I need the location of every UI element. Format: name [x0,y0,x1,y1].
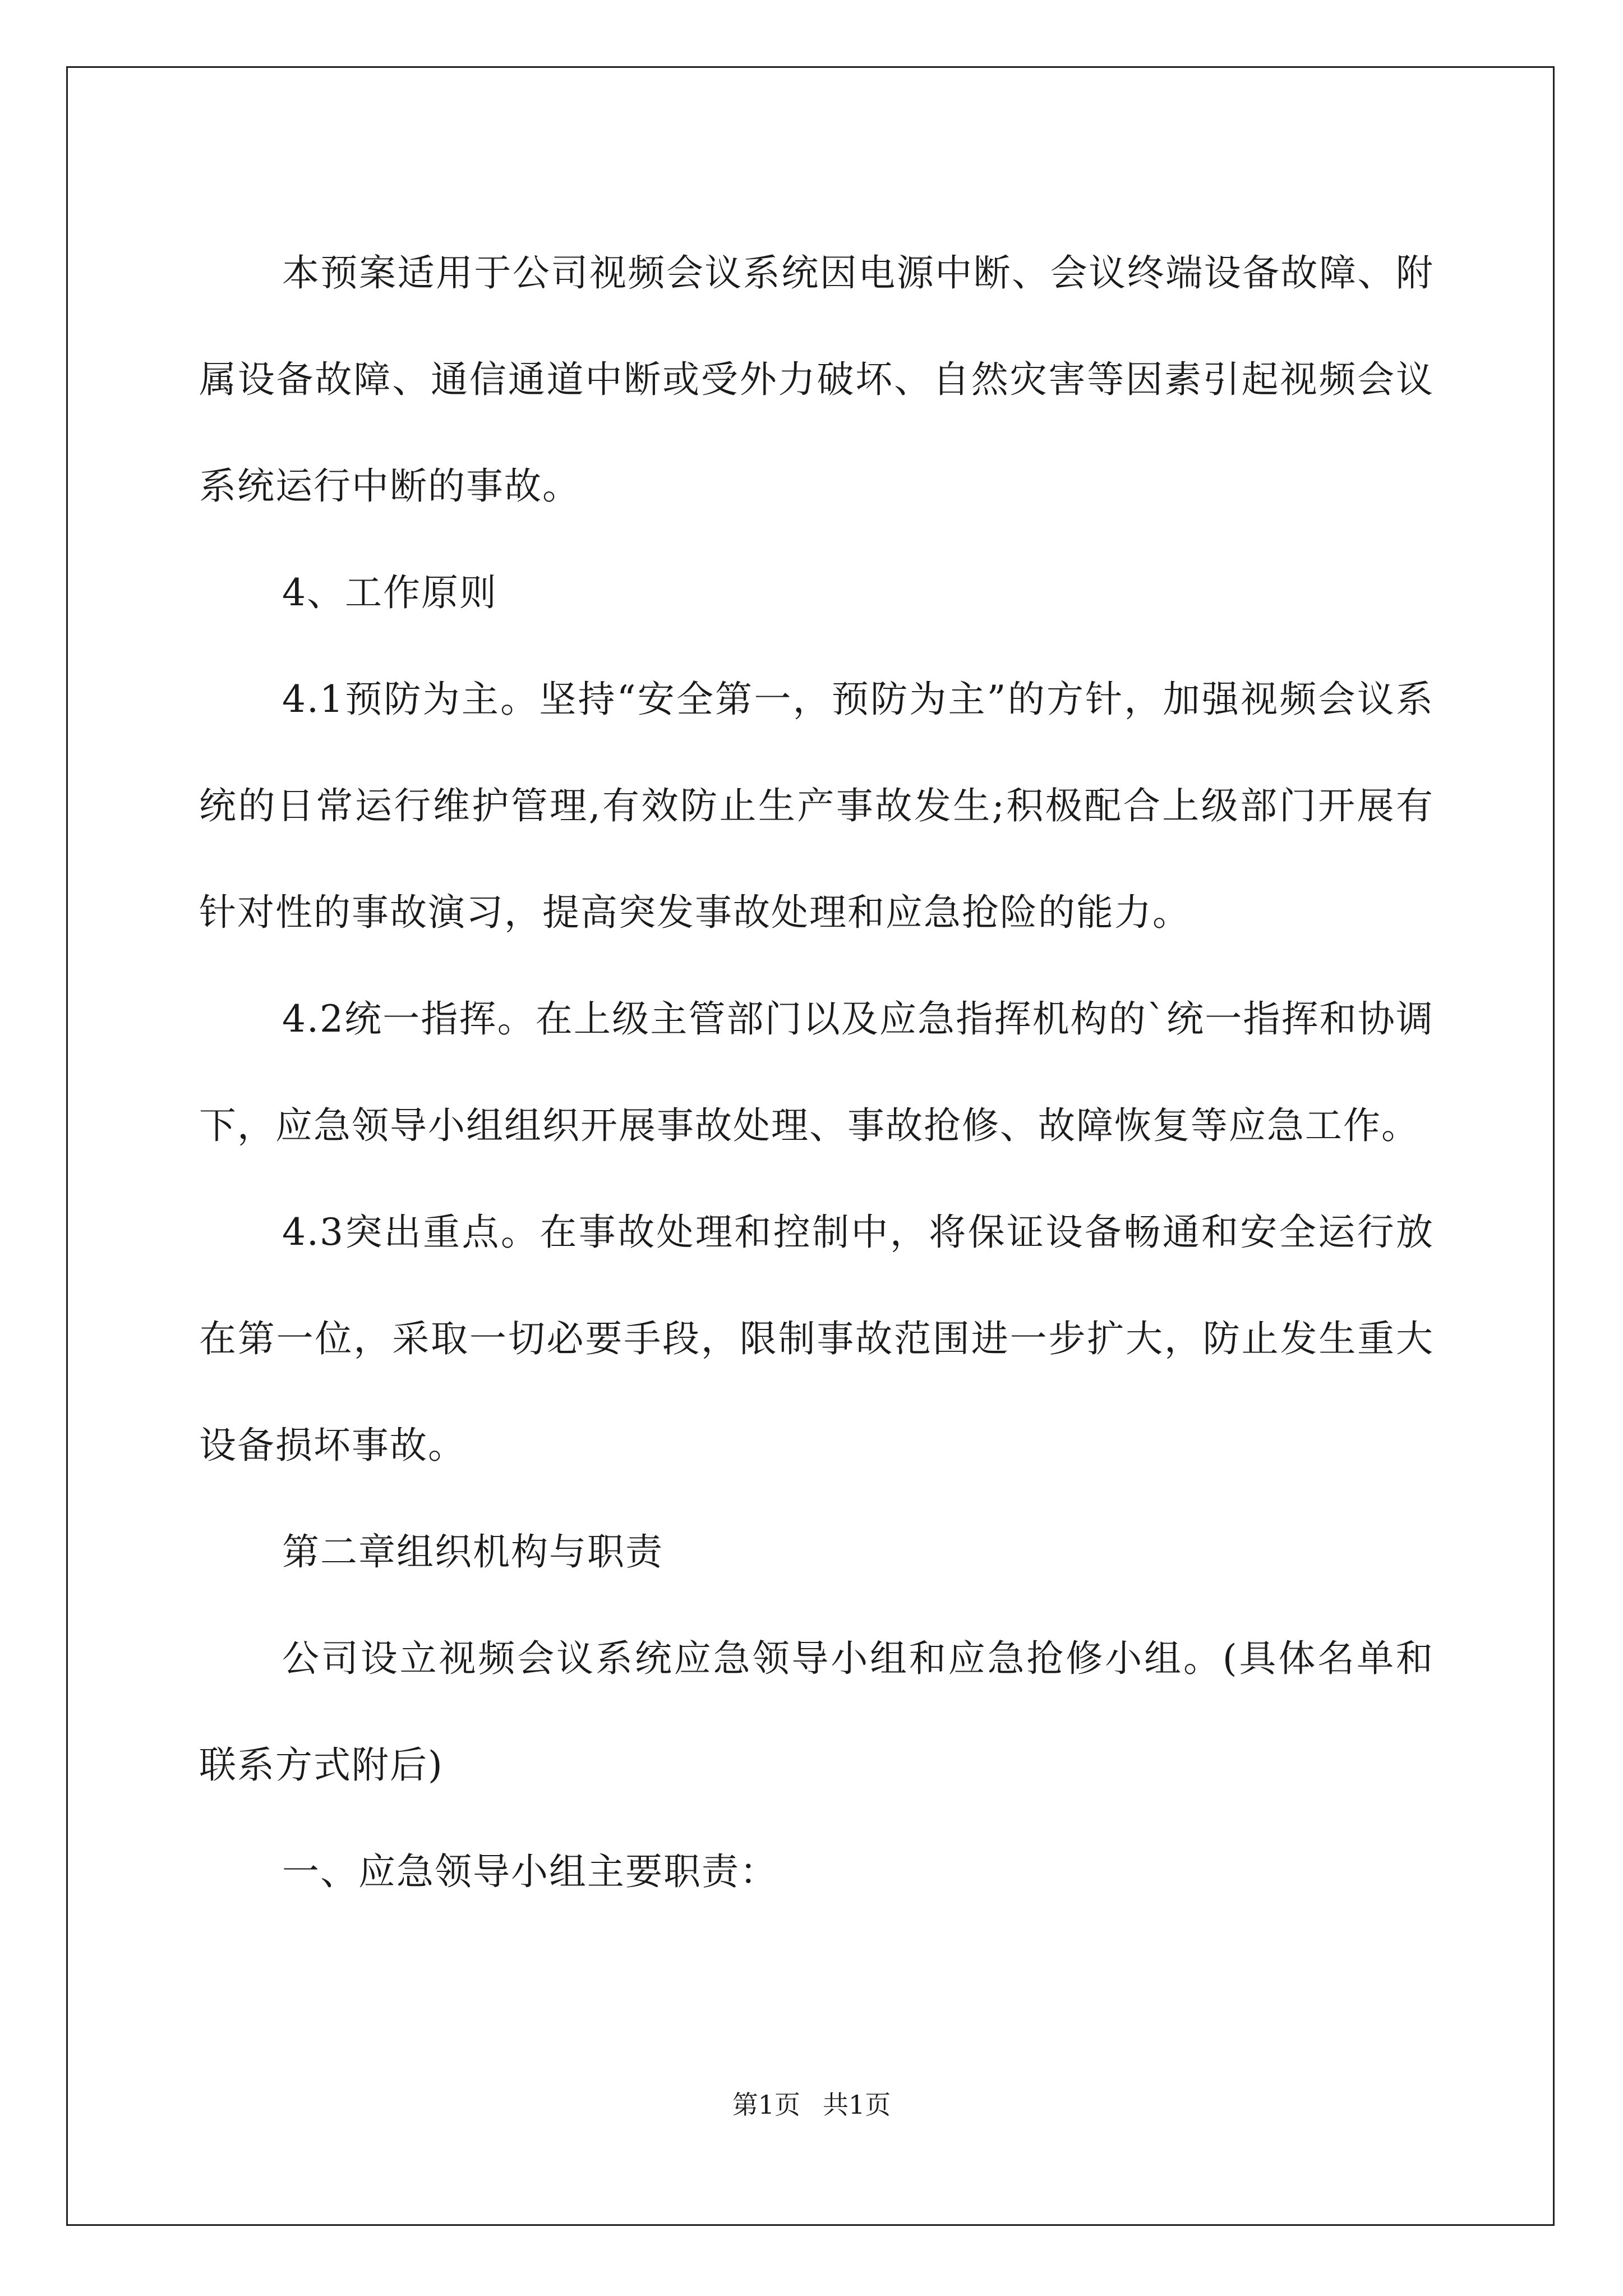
page-number: 第1页 [732,2090,800,2120]
page-total: 共1页 [823,2090,891,2120]
heading-chapter-two: 第二章组织机构与职责 [282,1530,663,1573]
paragraph-unified-command: 4.2统一指挥。在上级主管部门以及应急指挥机构的`统一指挥和协调下，应急领导小组组织开展事故处理、事故抢修、故障恢复等应急工作。 [199,997,1434,1147]
document-body [199,220,1434,1925]
paragraph-prevention: 4.1预防为主。坚持“安全第一，预防为主”的方针，加强视频会议系统的日常运行维护管理,有效防止生产事故发生;积极配合上级部门开展有针对性的事故演习，提高突发事故处理和应急抢险的能力。 [199,678,1434,934]
paragraph-key-points: 4.3突出重点。在事故处理和控制中，将保证设备畅通和安全运行放在第一位，采取一切必要手段，限制事故范围进一步扩大，防止发生重大设备损坏事故。 [199,1211,1434,1467]
paragraph-organization: 公司设立视频会议系统应急领导小组和应急抢修小组。(具体名单和联系方式附后) [199,1637,1434,1787]
heading-work-principles: 4、工作原则 [282,571,497,614]
heading-leadership-duties: 一、应急领导小组主要职责： [282,1850,778,1893]
page-footer [0,2088,1623,2122]
paragraph-scope: 本预案适用于公司视频会议系统因电源中断、会议终端设备故障、附属设备故障、通信通道中断或受外力破坏、自然灾害等因素引起视频会议系统运行中断的事故。 [199,251,1434,508]
